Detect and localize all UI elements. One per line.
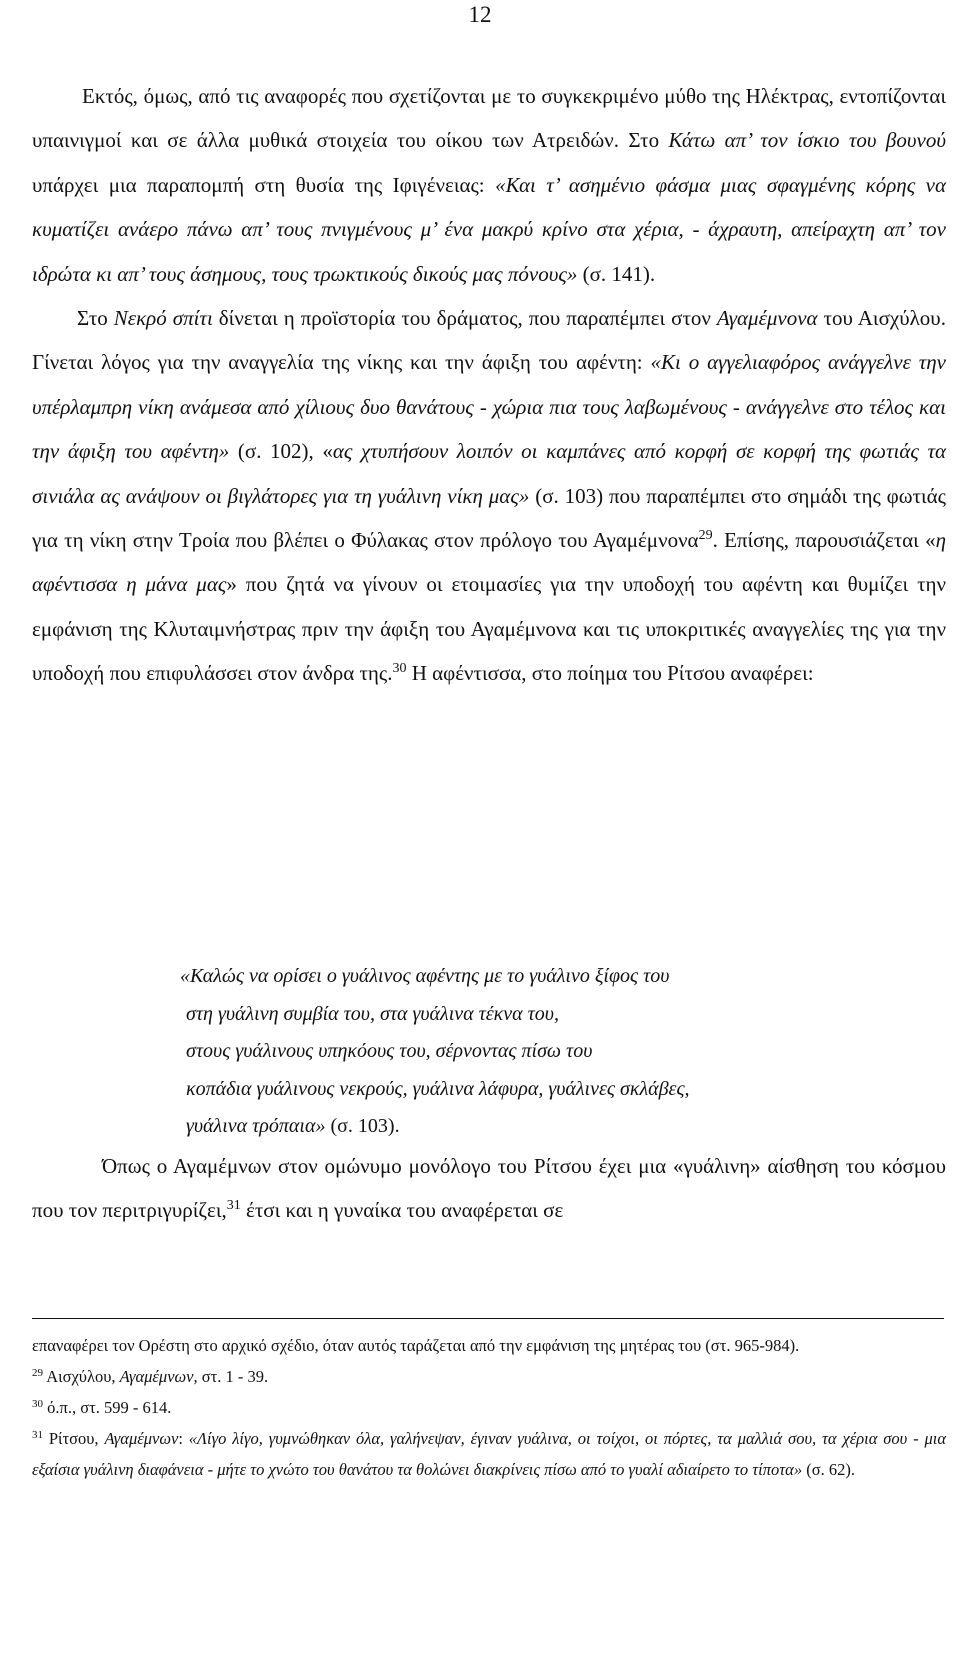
footnote-marker: 31 [226,1198,241,1213]
paragraph-2 [32,296,946,696]
quote-line [186,1108,690,1146]
text-run: στ. 1 - 39. [197,1367,269,1386]
citation-quote: «Κι ο αγγελιαφόρος ανάγγελνε την υπέρλαμπρη νίκη ανάμεσα από χίλιους δυο θανάτους - χώρια πια τους λαβωμένους - ανάγγελνε στο τέλος και την άφιξη του αφέντη» [32,350,947,464]
citation-quote: «Λίγο λίγο, γυμνώθηκαν όλα, γαλήνεψαν, έγιναν γυάλινα, οι τοίχοι, οι πόρτες, τα μαλλιά σου, τα χέρια σου - μια εξαίσια γυάλινη διαφάνεια - μήτε το χνώτο του θανάτου τα θολώνει διακρίνεις πίσω από το γυαλί αδιαίρετο το τίποτα» [32,1429,947,1479]
block-quote [180,958,690,1146]
footnote-number: 31 [32,1429,43,1441]
paragraph-1 [32,74,946,296]
text-run: του Αισχύλου. Γίνεται λόγος για την αναγγελία της νίκης και την άφιξη του αφέντη: [32,306,946,375]
text-run: : [178,1429,189,1448]
work-title: Αγαμέμνονα [716,306,818,331]
quote-line: «Καλώς να ορίσει ο γυάλινος αφέντης με το γυάλινο ξίφος του [180,965,670,987]
footnote-divider [32,1318,944,1319]
citation-quote: η αφέντισσα η μάνα μας [32,528,947,597]
quote-line: στους γυάλινους υπηκόους του, σέρνοντας πίσω του [186,1040,593,1062]
text-run: . Επίσης, παρουσιάζεται « [712,528,936,553]
text-run: Στο [77,306,114,331]
text-run: Αισχύλου, [43,1367,120,1386]
footnotes [32,1330,946,1485]
main-text [32,74,946,696]
text-run: (σ. 103) που παραπέμπει στο σημάδι της φωτιάς για τη νίκη στην Τροία που βλέπει ο Φύλακας στον πρόλογο του Αγαμέμνονα [32,483,946,553]
page-reference: (σ. 141). [577,261,656,286]
text-run: δίνεται η προϊστορία του δράματος, που παραπέμπει στον [212,306,717,331]
footnote-marker: 30 [392,661,407,677]
text-run: έτσι και η γυναίκα του αναφέρεται σε [240,1198,564,1222]
quote-line: στη γυάλινη συμβία του, στα γυάλινα τέκνα του, [186,1002,559,1025]
page-reference: (σ. 102), « [229,439,333,464]
page-reference: (σ. 62). [802,1460,855,1479]
quote-line: κοπάδια γυάλινους νεκρούς, γυάλινα λάφυρα, γυάλινες σκλάβες, [186,1077,690,1100]
footnote-number: 29 [32,1367,43,1379]
paragraph-3 [32,1144,946,1232]
quote-text: γυάλινα τρόπαια» [186,1115,326,1137]
work-title: Νεκρό σπίτι [113,306,213,331]
text-run: ό.π., στ. 599 - 614. [43,1398,172,1417]
footnote-continuation: επαναφέρει τον Ορέστη στο αρχικό σχέδιο, όταν αυτός ταράζεται από την εμφάνιση της μητέρας του (στ. 965-984). [32,1336,800,1355]
text-run: Όπως ο Αγαμέμνων στον ομώνυμο μονόλογο του Ρίτσου έχει μια «γυάλινη» αίσθηση του κόσμου που τον περιτριγυρίζει, [32,1154,946,1222]
footnote-number: 30 [32,1398,43,1410]
footnote-31 [32,1423,946,1485]
text-run: Η αφέντισσα, στο ποίημα του Ρίτσου αναφέρει: [406,661,814,686]
footnote-29 [32,1361,946,1392]
citation-quote: ας χτυπήσουν λοιπόν οι καμπάνες από κορφή σε κορφή της φωτιάς τα σινιάλα ας ανάψουν οι βιγλάτορες για τη γυάλινη νίκη μας» [32,439,947,508]
work-title: Κάτω απ’ τον ίσκιο του βουνού [668,128,946,153]
page-number: 12 [468,2,492,27]
work-title: Αγαμέμνων, [119,1367,198,1386]
paragraph-3-text [32,1144,946,1232]
page-reference: (σ. 103). [325,1115,400,1137]
footnote-marker: 29 [698,528,713,544]
text-run: υπάρχει μια παραπομπή στη θυσία της Ιφιγένειας: [32,172,496,197]
citation-quote: «Και τ’ ασημένιο φάσμα μιας σφαγμένης κόρης να κυματίζει ανάερο πάνω απ’ τους πνιγμένους μ’ ένα μακρύ κρίνο στα χέρια, - άχραυτη, απείραχτη απ’ τον ιδρώτα κι απ’ τους άσημους, τους τρωκτικούς δικούς μας πόνους» [32,172,946,286]
text-run: » που ζητά να γίνουν οι ετοιμασίες για την υποδοχή του αφέντη και θυμίζει την εμφάνιση της Κλυταιμνήστρας πριν την άφιξη του Αγαμέμνονα και τις υποκριτικές αναγγελίες της για την υποδοχή που επιφυλάσσει στον άνδρα της. [32,572,947,686]
footnote-30 [32,1392,946,1423]
work-title: Αγαμέμνων [104,1429,179,1448]
text-run: Ρίτσου, [43,1429,105,1448]
text-run: Εκτός, όμως, από τις αναφορές που σχετίζονται με το συγκεκριμένο μύθο της Ηλέκτρας, εντοπίζονται υπαινιγμοί και σε άλλα μυθικά στοιχεία του οίκου των Ατρειδών. Στο [32,84,946,153]
